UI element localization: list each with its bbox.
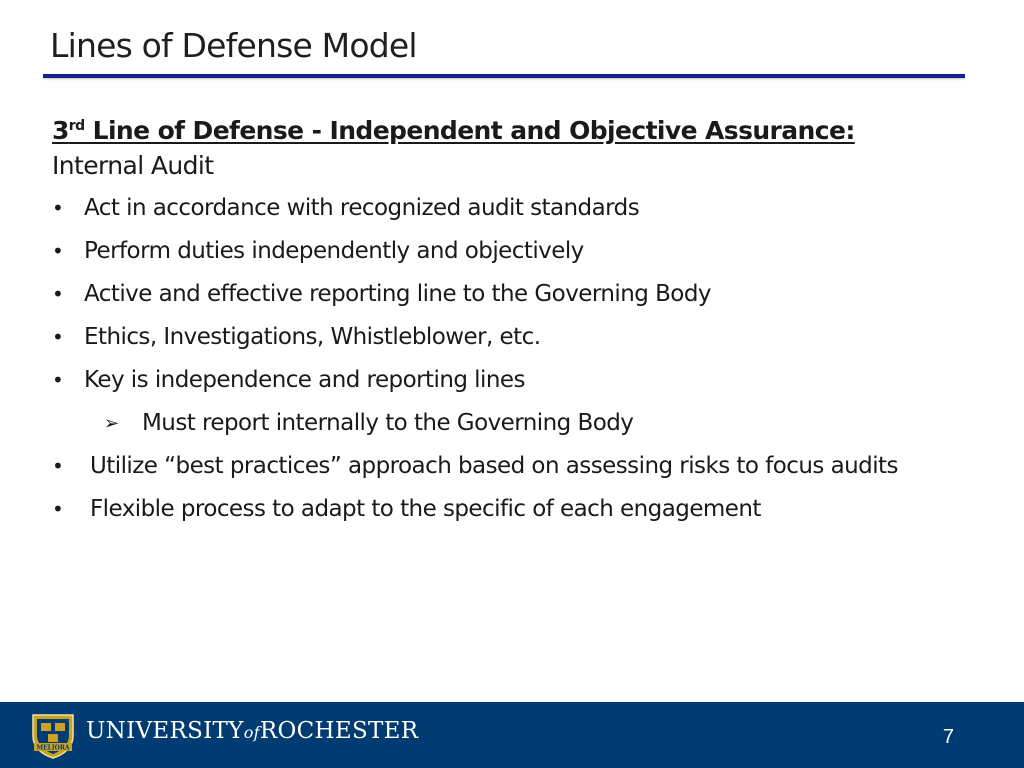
sub-list-item-text: Must report internally to the Governing Body bbox=[142, 410, 634, 436]
list-item-text: Act in accordance with recognized audit standards bbox=[84, 195, 640, 221]
bullet-glyph: • bbox=[52, 239, 64, 263]
university-wordmark bbox=[86, 718, 418, 744]
bullet-glyph: • bbox=[52, 497, 64, 521]
heading-ordinal-suffix: rd bbox=[68, 118, 85, 134]
list-item bbox=[52, 230, 952, 273]
bullet-glyph: • bbox=[52, 196, 64, 220]
page-number: 7 bbox=[942, 726, 954, 748]
list-item-text: Perform duties independently and objectively bbox=[84, 238, 584, 264]
university-shield-icon bbox=[30, 712, 76, 760]
wordmark-part1: UNIVERSITY bbox=[86, 718, 244, 744]
list-item-text: Active and effective reporting line to the Governing Body bbox=[84, 281, 711, 307]
list-item-text: Key is independence and reporting lines bbox=[84, 367, 525, 393]
bullet-glyph: • bbox=[52, 325, 64, 349]
footer-bar bbox=[0, 702, 1024, 768]
section-heading bbox=[52, 113, 952, 183]
bullet-glyph: • bbox=[52, 454, 64, 478]
list-item bbox=[52, 359, 952, 402]
title-underline-rule bbox=[43, 74, 965, 78]
heading-normal-text: Internal Audit bbox=[52, 151, 214, 180]
bullet-glyph: • bbox=[52, 282, 64, 306]
list-item bbox=[52, 187, 952, 230]
heading-bold-part bbox=[52, 116, 855, 145]
bullet-glyph: • bbox=[52, 368, 64, 392]
sub-list-item bbox=[52, 402, 952, 445]
heading-bold-text: Line of Defense - Independent and Objective Assurance: bbox=[84, 116, 855, 145]
shield-motto: MELIORA bbox=[36, 744, 70, 752]
list-item bbox=[52, 445, 952, 488]
wordmark-of: of bbox=[243, 723, 260, 742]
slide-content bbox=[52, 113, 952, 531]
slide-title: Lines of Defense Model bbox=[50, 26, 417, 65]
list-item bbox=[52, 316, 952, 359]
list-item bbox=[52, 273, 952, 316]
list-item bbox=[52, 488, 952, 531]
heading-number: 3 bbox=[52, 116, 69, 145]
list-item-text: Flexible process to adapt to the specific of each engagement bbox=[90, 496, 761, 522]
wordmark-part2: ROCHESTER bbox=[259, 718, 419, 744]
list-item-text: Ethics, Investigations, Whistleblower, etc. bbox=[84, 324, 541, 350]
list-item-text: Utilize “best practices” approach based on assessing risks to focus audits bbox=[90, 453, 898, 479]
arrow-bullet-icon: ➢ bbox=[104, 413, 119, 434]
